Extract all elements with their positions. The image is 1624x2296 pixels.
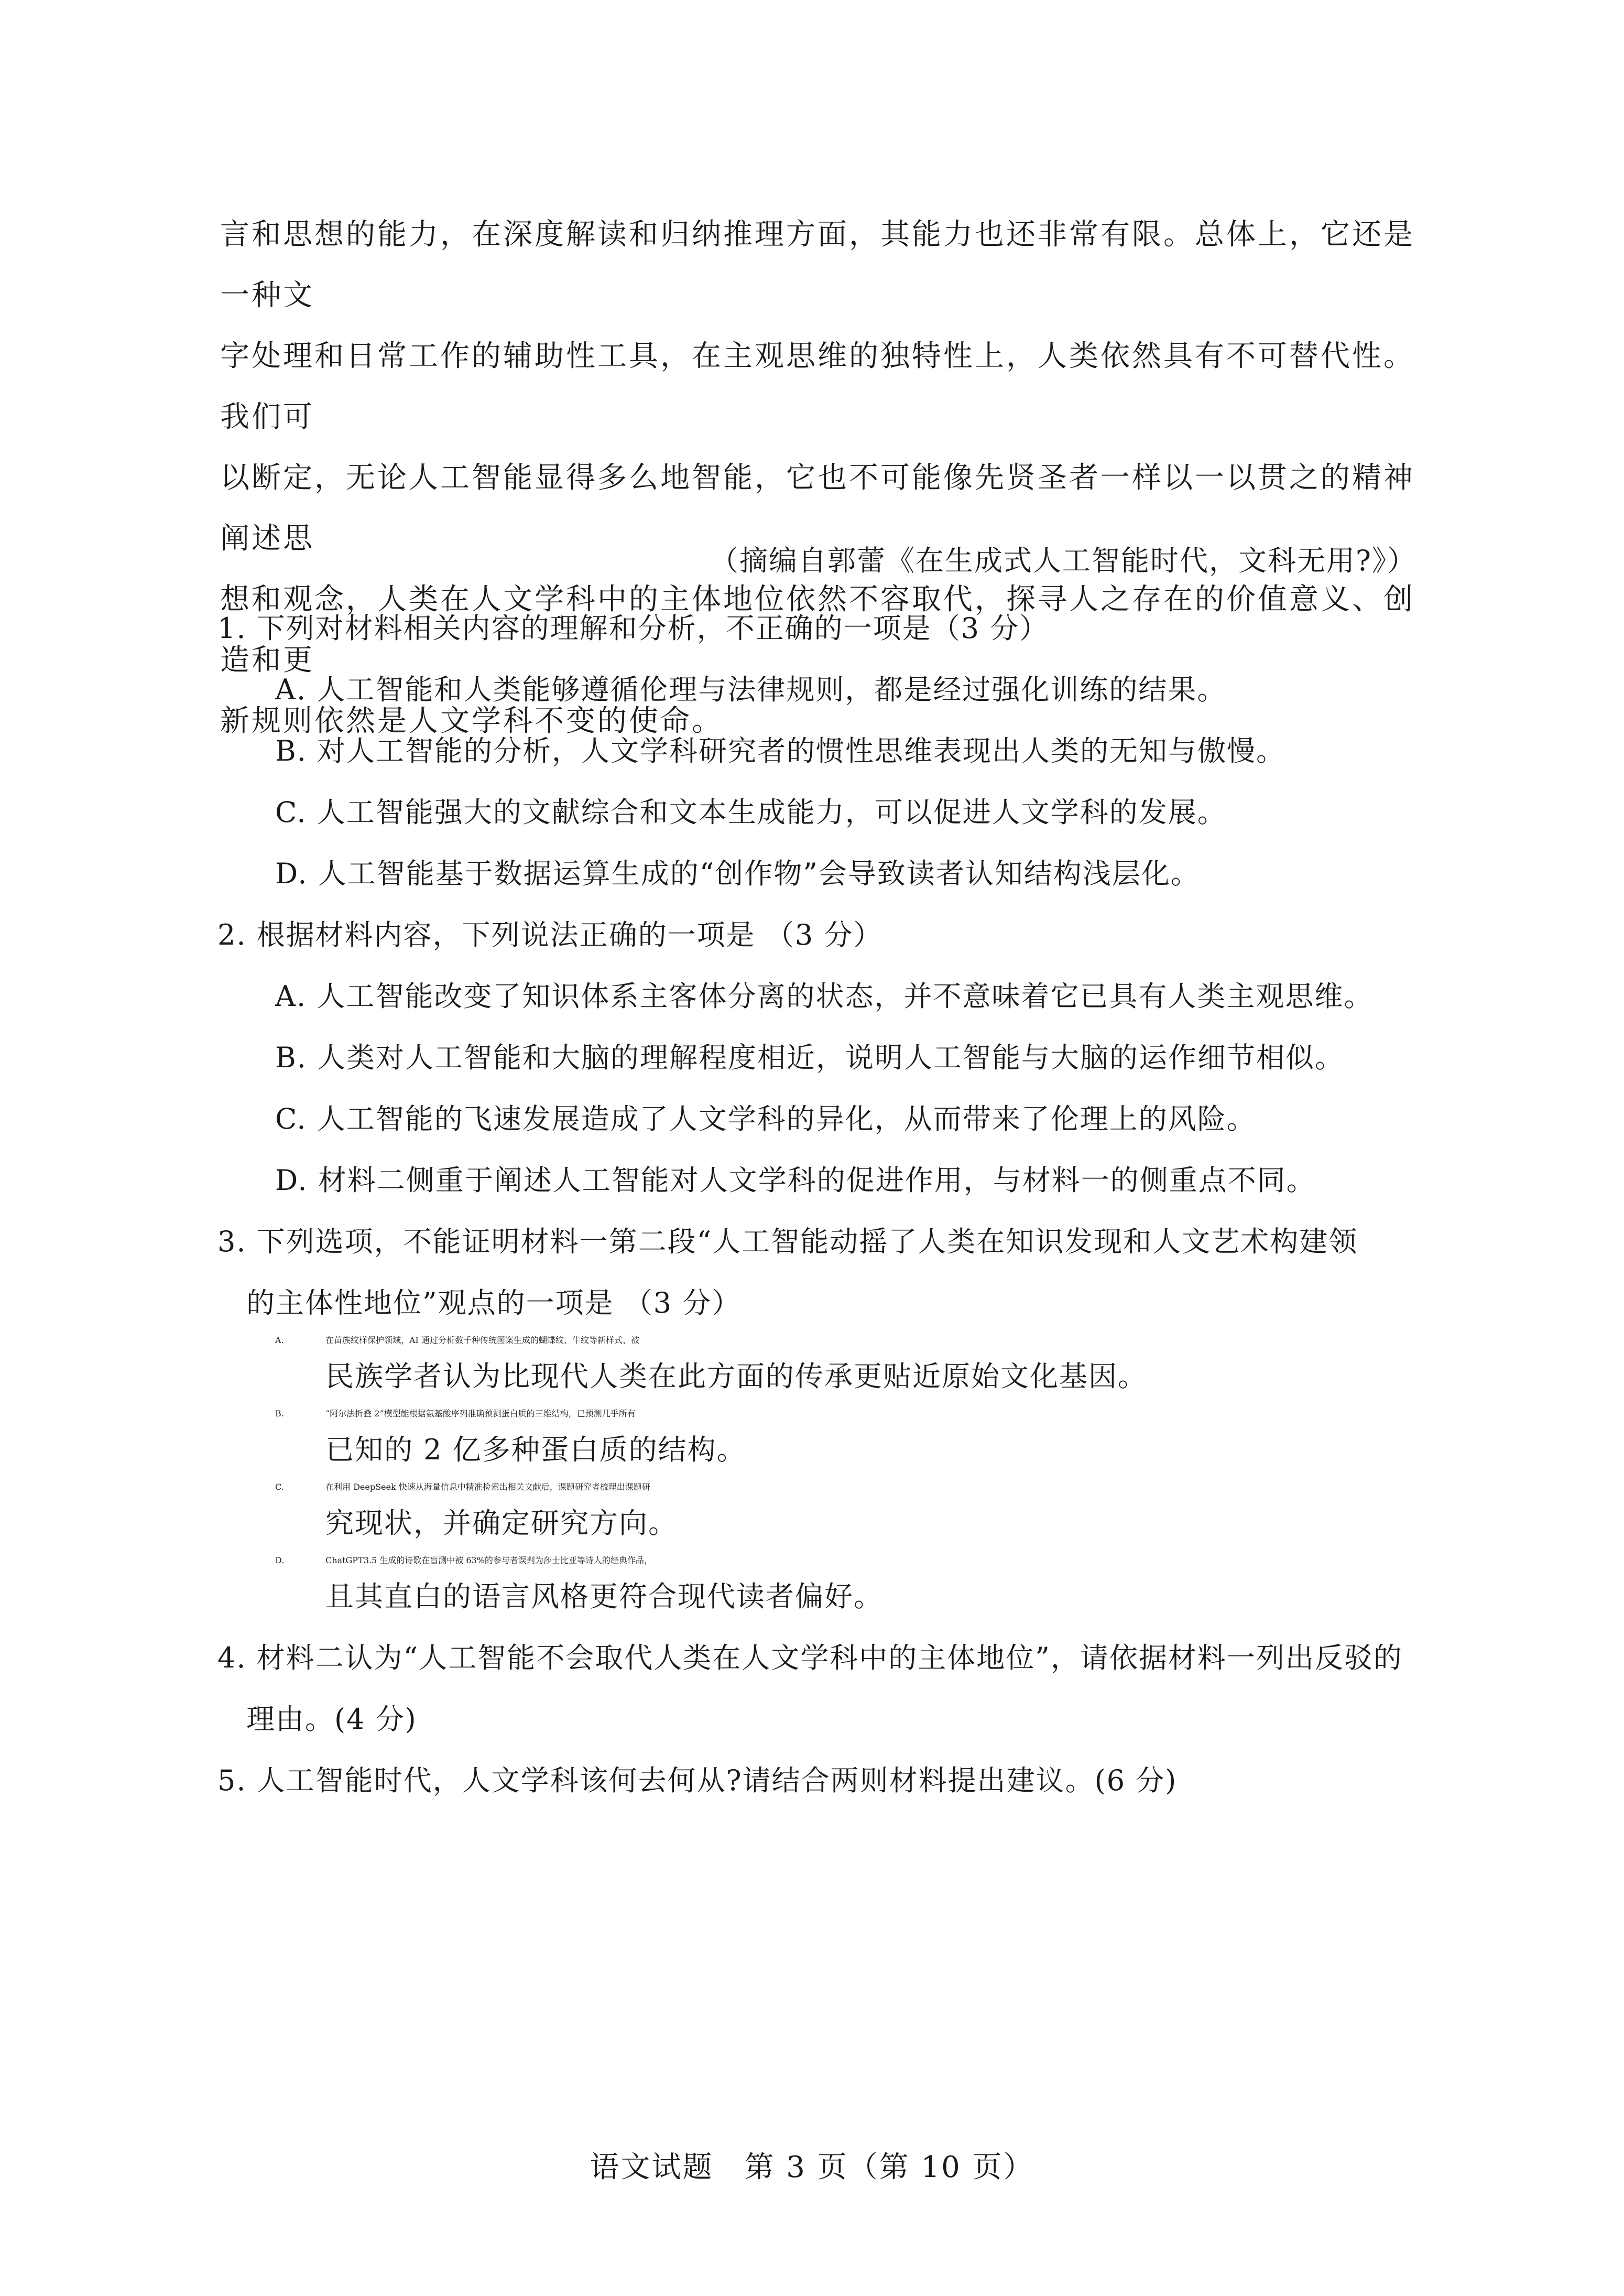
option-text-continued: 已知的 2 亿多种蛋白质的结构。: [325, 1433, 746, 1466]
option-d: [217, 1554, 1418, 1566]
option-c: C. 人工智能强大的文献综合和文本生成能力，可以促进人文学科的发展。: [275, 796, 1227, 829]
option-text-continued: 民族学者认为比现代人类在此方面的传承更贴近原始文化基因。: [325, 1360, 1147, 1393]
passage-line: 以断定，无论人工智能显得多么地智能，它也不可能像先贤圣者一样以一以贯之的精神阐述思: [220, 461, 1415, 556]
option-a: [217, 1334, 1418, 1346]
option-text: 在苗族纹样保护领域，AI 通过分析数千种传统图案生成的蝴蝶纹、牛纹等新样式、被: [325, 1335, 639, 1345]
option-label: C.: [275, 1482, 284, 1492]
question-stem: 2. 根据材料内容，下列说法正确的一项是 （3 分）: [217, 918, 883, 951]
question-2: [217, 904, 1418, 1211]
question-stem: 4. 材料二认为“人工智能不会取代人类在人文学科中的主体地位”，请依据材料一列出反驳的: [217, 1641, 1403, 1674]
option-label: B.: [275, 1409, 284, 1418]
question-stem: 3. 下列选项，不能证明材料一第二段“人工智能动摇了人类在知识发现和人文艺术构建领: [217, 1225, 1358, 1258]
option-c: C. 人工智能的飞速发展造成了人文学科的异化，从而带来了伦理上的风险。: [275, 1102, 1256, 1135]
question-1: [217, 598, 1418, 904]
option-a: A. 人工智能改变了知识体系主客体分离的状态，并不意味着它已具有人类主观思维。: [275, 980, 1374, 1013]
question-stem: 1. 下列对材料相关内容的理解和分析，不正确的一项是（3 分）: [217, 612, 1049, 645]
question-stem-continued: 理由。(4 分): [246, 1703, 417, 1736]
page-footer: 语文试题 第 3 页（第 10 页）: [590, 2150, 1034, 2184]
passage-line: 字处理和日常工作的辅助性工具，在主观思维的独特性上，人类依然具有不可替代性。我们可: [220, 339, 1415, 434]
question-4: [217, 1627, 1418, 1750]
option-c: [217, 1480, 1418, 1492]
option-text-continued: 究现状，并确定研究方向。: [325, 1507, 678, 1540]
option-label: A.: [275, 1335, 284, 1345]
passage-line: 言和思想的能力，在深度解读和归纳推理方面，其能力也还非常有限。总体上，它还是一种文: [220, 218, 1415, 312]
option-text: 在利用 DeepSeek 快速从海量信息中精准检索出相关文献后，课题研究者梳理出课题研: [325, 1482, 650, 1492]
question-stem: 5. 人工智能时代，人文学科该何去何从?请结合两则材料提出建议。(6 分): [217, 1764, 1178, 1797]
option-b: B. 人类对人工智能和大脑的理解程度相近，说明人工智能与大脑的运作细节相似。: [275, 1041, 1345, 1074]
passage-line: 新规则依然是人文学科不变的使命。: [220, 704, 723, 738]
option-d: D. 材料二侧重于阐述人工智能对人文学科的促进作用，与材料一的侧重点不同。: [275, 1164, 1316, 1197]
question-3: [217, 1211, 1418, 1627]
passage-source: （摘编自郭蕾《在生成式人工智能时代，文科无用?》）: [710, 544, 1416, 577]
option-b: B. 对人工智能的分析，人文学科研究者的惯性思维表现出人类的无知与傲慢。: [275, 734, 1286, 767]
passage-line: 想和观念，人类在人文学科中的主体地位依然不容取代，探寻人之存在的价值意义、创造和更: [220, 582, 1415, 677]
question-stem-continued: 的主体性地位”观点的一项是 （3 分）: [246, 1286, 742, 1319]
question-5: [217, 1750, 1418, 1811]
option-text-continued: 且其直白的语言风格更符合现代读者偏好。: [325, 1580, 883, 1613]
option-a: A. 人工智能和人类能够遵循伦理与法律规则，都是经过强化训练的结果。: [275, 673, 1227, 706]
option-d: D. 人工智能基于数据运算生成的“创作物”会导致读者认知结构浅层化。: [275, 857, 1200, 890]
question-list: [217, 598, 1418, 1811]
option-text: “阿尔法折叠 2”模型能根据氨基酸序列准确预测蛋白质的三维结构，已预测几乎所有: [325, 1409, 636, 1418]
option-b: [217, 1407, 1418, 1419]
option-label: D.: [275, 1555, 285, 1565]
option-text: ChatGPT3.5 生成的诗歌在盲测中被 63%的参与者误判为莎士比亚等诗人的经典作品，: [325, 1555, 652, 1565]
